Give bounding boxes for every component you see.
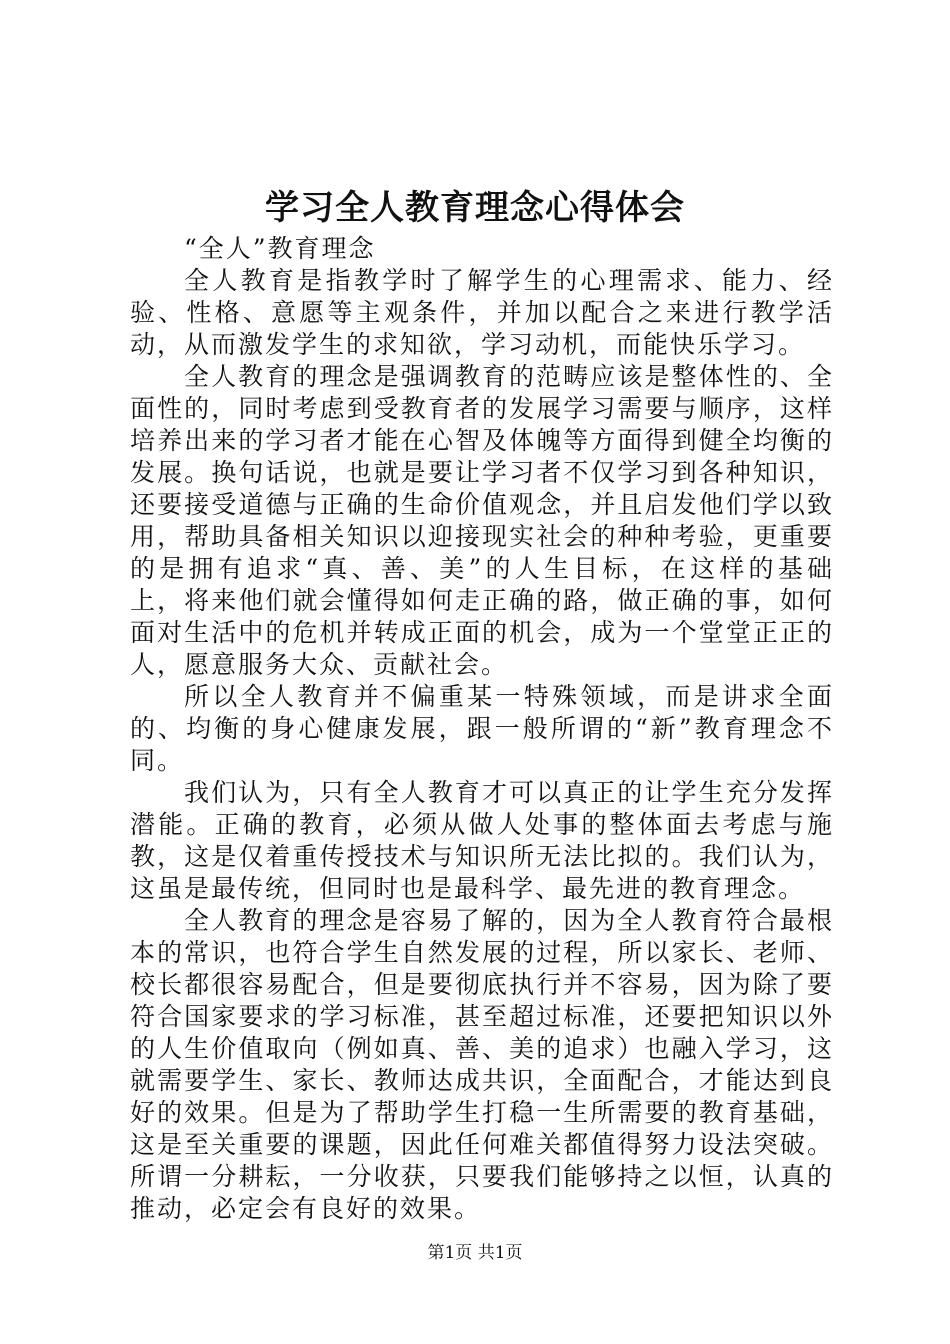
paragraph-heading: “全人”教育理念	[184, 234, 376, 263]
paragraph: 我们认为，只有全人教育才可以真正的让学生充分发挥潜能。正确的教育，必须从做人处事的整体面去考虑与施教，这是仅着重传授技术与知识所无法比拟的。我们认为，这虽是最传统，但同时也是最科学、最先进的教育理念。	[130, 778, 834, 903]
document-body	[130, 233, 834, 1225]
paragraph: 全人教育是指教学时了解学生的心理需求、能力、经验、性格、意愿等主观条件，并加以配合之来进行教学活动，从而激发学生的求知欲，学习动机，而能快乐学习。	[130, 266, 834, 359]
page-footer: 第1页 共1页	[427, 1243, 523, 1263]
document-title: 学习全人教育理念心得体会	[265, 188, 685, 228]
paragraph: 全人教育的理念是容易了解的，因为全人教育符合最根本的常识，也符合学生自然发展的过程，所以家长、老师、校长都很容易配合，但是要彻底执行并不容易，因为除了要符合国家要求的学习标准，甚至超过标准，还要把知识以外的人生价值取向（例如真、善、美的追求）也融入学习，这就需要学生、家长、教师达成共识，全面配合，才能达到良好的效果。但是为了帮助学生打稳一生所需要的教育基础，这是至关重要的课题，因此任何难关都值得努力设法突破。所谓一分耕耘，一分收获，只要我们能够持之以恒，认真的推动，必定会有良好的效果。	[130, 906, 834, 1223]
paragraph: 全人教育的理念是强调教育的范畴应该是整体性的、全面性的，同时考虑到受教育者的发展学习需要与顺序，这样培养出来的学习者才能在心智及体魄等方面得到健全均衡的发展。换句话说，也就是要让学习者不仅学习到各种知识，还要接受道德与正确的生命价值观念，并且启发他们学以致用，帮助具备相关知识以迎接现实社会的种种考验，更重要的是拥有追求“真、善、美”的人生目标，在这样的基础上，将来他们就会懂得如何走正确的路，做正确的事，如何面对生活中的危机并转成正面的机会，成为一个堂堂正正的人，愿意服务大众、贡献社会。	[130, 362, 834, 679]
paragraph: 所以全人教育并不偏重某一特殊领域，而是讲求全面的、均衡的身心健康发展，跟一般所谓的“新”教育理念不同。	[130, 682, 834, 775]
